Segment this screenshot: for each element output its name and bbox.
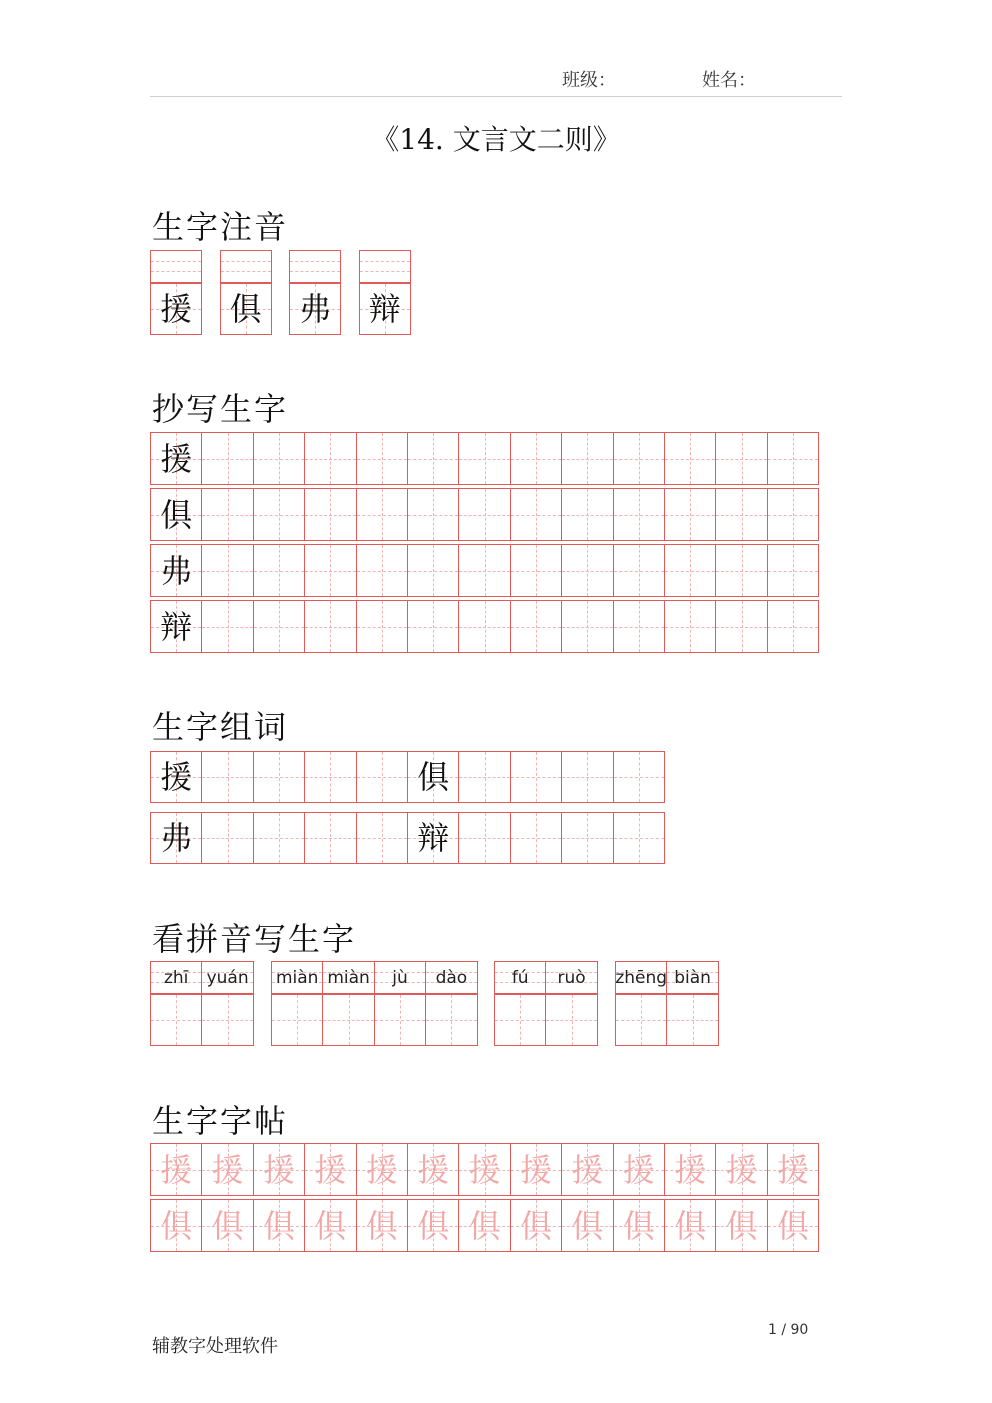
tracing-cell: 俱 bbox=[510, 1199, 562, 1252]
copy-blank-cell bbox=[664, 488, 716, 541]
tracing-cell: 援 bbox=[510, 1143, 562, 1196]
pinyin-syllable-box: zhī bbox=[150, 961, 202, 994]
word-head-cell: 援 bbox=[150, 751, 202, 803]
student-name-label: 姓名： bbox=[702, 70, 756, 91]
tracing-cell: 援 bbox=[356, 1143, 408, 1196]
copy-blank-cell bbox=[715, 432, 767, 485]
copy-blank-cell bbox=[510, 488, 562, 541]
pinyin-answer-cell bbox=[201, 994, 253, 1046]
copy-blank-cell bbox=[356, 488, 408, 541]
annotation-character-cell: 弗 bbox=[289, 283, 341, 335]
pinyin-syllable-box: miàn bbox=[271, 961, 323, 994]
copy-blank-cell bbox=[458, 544, 510, 597]
copy-blank-cell bbox=[561, 432, 613, 485]
copy-blank-cell bbox=[561, 488, 613, 541]
copy-blank-cell bbox=[510, 544, 562, 597]
pinyin-answer-cell bbox=[615, 994, 667, 1046]
document-title: 《14. 文言文二则》 bbox=[371, 123, 621, 156]
word-blank-cell bbox=[201, 812, 253, 864]
word-blank-cell bbox=[613, 812, 665, 864]
copy-blank-cell bbox=[767, 544, 819, 597]
pinyin-syllable-box: zhēng bbox=[615, 961, 667, 994]
section-title-model: 生字字帖 bbox=[152, 1102, 289, 1140]
word-head-cell: 弗 bbox=[150, 812, 202, 864]
pinyin-annotation-blank bbox=[220, 250, 272, 283]
copy-blank-cell bbox=[715, 544, 767, 597]
copy-blank-cell bbox=[304, 600, 356, 653]
header-divider bbox=[150, 96, 842, 97]
pinyin-answer-cell bbox=[374, 994, 426, 1046]
section-title-copy: 抄写生字 bbox=[152, 390, 289, 428]
tracing-cell: 援 bbox=[253, 1143, 305, 1196]
pinyin-annotation-blank bbox=[289, 250, 341, 283]
tracing-cell: 俱 bbox=[407, 1199, 459, 1252]
tracing-cell: 俱 bbox=[304, 1199, 356, 1252]
word-blank-cell bbox=[613, 751, 665, 803]
copy-model-cell: 辩 bbox=[150, 600, 202, 653]
pinyin-syllable-box: yuán bbox=[201, 961, 253, 994]
copy-blank-cell bbox=[458, 432, 510, 485]
copy-blank-cell bbox=[407, 544, 459, 597]
tracing-cell: 俱 bbox=[150, 1199, 202, 1252]
word-blank-cell bbox=[356, 751, 408, 803]
tracing-cell: 俱 bbox=[201, 1199, 253, 1252]
copy-blank-cell bbox=[356, 600, 408, 653]
pinyin-syllable-box: dào bbox=[425, 961, 477, 994]
pinyin-answer-cell bbox=[271, 994, 323, 1046]
tracing-cell: 援 bbox=[664, 1143, 716, 1196]
word-blank-cell bbox=[561, 751, 613, 803]
pinyin-answer-cell bbox=[150, 994, 202, 1046]
word-blank-cell bbox=[561, 812, 613, 864]
pinyin-syllable-box: ruò bbox=[545, 961, 597, 994]
copy-blank-cell bbox=[407, 600, 459, 653]
tracing-cell: 援 bbox=[767, 1143, 819, 1196]
pinyin-annotation-blank bbox=[359, 250, 411, 283]
copy-blank-cell bbox=[201, 600, 253, 653]
pinyin-syllable-box: biàn bbox=[666, 961, 718, 994]
tracing-cell: 俱 bbox=[458, 1199, 510, 1252]
copy-blank-cell bbox=[613, 600, 665, 653]
class-label: 班级： bbox=[562, 70, 616, 91]
annotation-character-cell: 援 bbox=[150, 283, 202, 335]
word-blank-cell bbox=[458, 812, 510, 864]
copy-blank-cell bbox=[767, 600, 819, 653]
pinyin-answer-cell bbox=[425, 994, 477, 1046]
copy-model-cell: 俱 bbox=[150, 488, 202, 541]
copy-blank-cell bbox=[407, 488, 459, 541]
copy-blank-cell bbox=[253, 432, 305, 485]
word-blank-cell bbox=[510, 751, 562, 803]
copy-blank-cell bbox=[201, 544, 253, 597]
copy-blank-cell bbox=[664, 600, 716, 653]
copy-blank-cell bbox=[561, 600, 613, 653]
page-number: 1 / 90 bbox=[768, 1322, 809, 1338]
word-head-cell: 俱 bbox=[407, 751, 459, 803]
annotation-character-cell: 辩 bbox=[359, 283, 411, 335]
copy-blank-cell bbox=[356, 544, 408, 597]
copy-blank-cell bbox=[613, 544, 665, 597]
word-blank-cell bbox=[304, 812, 356, 864]
tracing-cell: 援 bbox=[201, 1143, 253, 1196]
tracing-cell: 援 bbox=[458, 1143, 510, 1196]
copy-blank-cell bbox=[767, 488, 819, 541]
copy-blank-cell bbox=[304, 488, 356, 541]
section-title-pinyin-annotation: 生字注音 bbox=[152, 208, 289, 246]
word-blank-cell bbox=[304, 751, 356, 803]
copy-blank-cell bbox=[613, 432, 665, 485]
tracing-cell: 俱 bbox=[253, 1199, 305, 1252]
tracing-cell: 俱 bbox=[664, 1199, 716, 1252]
copy-blank-cell bbox=[664, 544, 716, 597]
tracing-cell: 援 bbox=[304, 1143, 356, 1196]
copy-blank-cell bbox=[561, 544, 613, 597]
tracing-cell: 援 bbox=[613, 1143, 665, 1196]
copy-blank-cell bbox=[356, 432, 408, 485]
tracing-cell: 援 bbox=[715, 1143, 767, 1196]
copy-blank-cell bbox=[458, 600, 510, 653]
tracing-cell: 援 bbox=[561, 1143, 613, 1196]
word-blank-cell bbox=[253, 812, 305, 864]
tracing-cell: 俱 bbox=[613, 1199, 665, 1252]
copy-blank-cell bbox=[253, 488, 305, 541]
pinyin-annotation-blank bbox=[150, 250, 202, 283]
copy-blank-cell bbox=[510, 432, 562, 485]
copy-blank-cell bbox=[407, 432, 459, 485]
word-head-cell: 辩 bbox=[407, 812, 459, 864]
pinyin-answer-cell bbox=[666, 994, 718, 1046]
tracing-cell: 援 bbox=[407, 1143, 459, 1196]
copy-blank-cell bbox=[715, 488, 767, 541]
copy-model-cell: 援 bbox=[150, 432, 202, 485]
tracing-cell: 俱 bbox=[715, 1199, 767, 1252]
word-blank-cell bbox=[356, 812, 408, 864]
pinyin-answer-cell bbox=[494, 994, 546, 1046]
pinyin-answer-cell bbox=[322, 994, 374, 1046]
copy-model-cell: 弗 bbox=[150, 544, 202, 597]
footer-software: 辅教字处理软件 bbox=[152, 1336, 278, 1357]
pinyin-answer-cell bbox=[545, 994, 597, 1046]
annotation-character-cell: 俱 bbox=[220, 283, 272, 335]
word-blank-cell bbox=[510, 812, 562, 864]
copy-blank-cell bbox=[613, 488, 665, 541]
copy-blank-cell bbox=[201, 488, 253, 541]
word-blank-cell bbox=[253, 751, 305, 803]
tracing-cell: 俱 bbox=[767, 1199, 819, 1252]
word-blank-cell bbox=[458, 751, 510, 803]
word-blank-cell bbox=[201, 751, 253, 803]
tracing-cell: 俱 bbox=[561, 1199, 613, 1252]
section-title-words: 生字组词 bbox=[152, 708, 289, 746]
copy-blank-cell bbox=[253, 600, 305, 653]
tracing-cell: 援 bbox=[150, 1143, 202, 1196]
copy-blank-cell bbox=[715, 600, 767, 653]
copy-blank-cell bbox=[767, 432, 819, 485]
copy-blank-cell bbox=[304, 544, 356, 597]
section-title-pinyin-write: 看拼音写生字 bbox=[152, 920, 357, 958]
tracing-cell: 俱 bbox=[356, 1199, 408, 1252]
pinyin-syllable-box: fú bbox=[494, 961, 546, 994]
copy-blank-cell bbox=[458, 488, 510, 541]
copy-blank-cell bbox=[304, 432, 356, 485]
copy-blank-cell bbox=[201, 432, 253, 485]
copy-blank-cell bbox=[510, 600, 562, 653]
pinyin-syllable-box: miàn bbox=[322, 961, 374, 994]
pinyin-syllable-box: jù bbox=[374, 961, 426, 994]
copy-blank-cell bbox=[253, 544, 305, 597]
copy-blank-cell bbox=[664, 432, 716, 485]
